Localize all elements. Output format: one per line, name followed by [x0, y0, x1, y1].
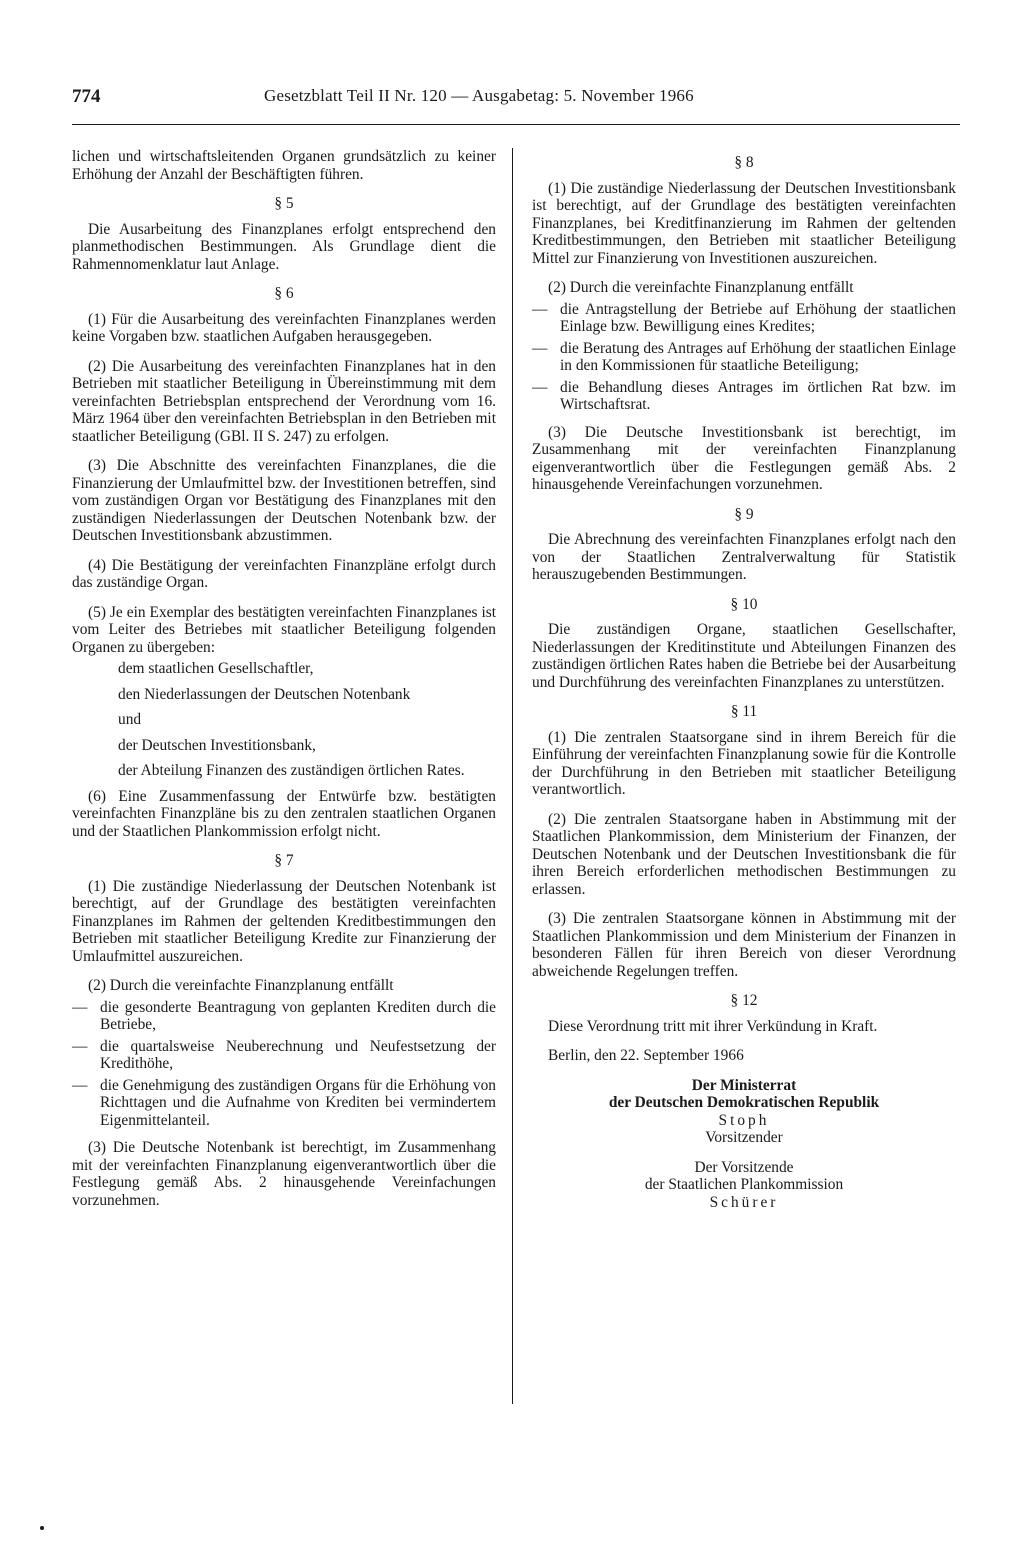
- dash-mark: —: [532, 339, 548, 357]
- place-date: Berlin, den 22. September 1966: [548, 1047, 744, 1064]
- recipient-item: und: [118, 711, 142, 728]
- section-6-para-1: (1) Für die Ausarbeitung des vereinfachten Finanzplanes werden keine Vorgaben bzw. staatlichen Aufgaben herausgegeben.: [72, 310, 496, 345]
- section-8-dash-list: [532, 301, 956, 414]
- signatory-name: Stoph: [718, 1111, 770, 1129]
- signatory-name: Schürer: [709, 1193, 779, 1211]
- section-7-para-3: (3) Die Deutsche Notenbank ist berechtigt, im Zusammenhang mit der vereinfachten Finanzplanung eigenverantwortlich über die Festlegung gemäß Abs. 2 hinausgehende Vereinfachungen vorzunehmen.: [72, 1139, 496, 1209]
- section-6-para-5: (5) Je ein Exemplar des bestätigten vereinfachten Finanzplanes ist vom Leiter des Betriebes mit staatlicher Beteiligung folgenden Organen zu übergeben:: [72, 603, 496, 656]
- signatory-title-line-2: der Staatlichen Plankommission: [644, 1176, 844, 1193]
- section-8-heading: § 8: [734, 154, 754, 171]
- section-6-heading: § 6: [274, 285, 294, 302]
- signatory-organ: Der Ministerrat: [691, 1076, 797, 1094]
- section-11-para-1: (1) Die zentralen Staatsorgane sind in ihrem Bereich für die Einführung der vereinfachten Finanzplanung sowie für die Kontrolle der Durchführung in den Betrieben mit staatlicher Beteiligung verantwortlich.: [532, 728, 956, 798]
- list-item: — die Genehmigung des zuständigen Organs für die Erhöhung von Richttagen und die Aufnahme von Krediten bei vermindertem Eigenmittelanteil.: [72, 1076, 496, 1129]
- section-7-para-2: (2) Durch die vereinfachte Finanzplanung entfällt: [88, 977, 394, 994]
- section-10-text: Die zuständigen Organe, staatlichen Gesellschafter, Niederlassungen der Kreditinstitute und Abteilungen Finanzen des zuständigen örtlichen Rates haben die Betriebe bei der Ausarbeitung und Durchführung des vereinfachten Finanzplanes zu unterstützen.: [532, 621, 956, 691]
- section-6-para-3: (3) Die Abschnitte des vereinfachten Finanzplanes, die die Finanzierung der Umlaufmittel bzw. der Investitionen betreffen, sind vom zuständigen Organ vor Bestätigung des Finanzplanes mit den zuständigen Niederlassungen der Deutschen Notenbank bzw. der Deutschen Investitionsbank abzustimmen.: [72, 457, 496, 544]
- list-item: — die Beratung des Antrages auf Erhöhung der staatlichen Einlage in den Kommissionen für staatliche Beteiligung;: [532, 339, 956, 374]
- signatory-title: Vorsitzender: [705, 1129, 783, 1146]
- dash-mark: —: [532, 300, 548, 318]
- section-7-dash-list: [72, 999, 496, 1130]
- section-10-heading: § 10: [730, 595, 758, 613]
- section-9-heading: § 9: [734, 505, 754, 523]
- dash-mark: —: [72, 1076, 88, 1094]
- dash-mark: —: [72, 1037, 88, 1055]
- left-column: [72, 148, 496, 1221]
- section-11-para-2: (2) Die zentralen Staatsorgane haben in Abstimmung mit der Staatlichen Plankommission, dem Ministerium der Finanzen, der Deutschen Notenbank und der Deutschen Investitionsbank die für ihren Bereich erforderlichen methodischen Bestimmungen zu erlassen.: [532, 810, 956, 898]
- section-6-para-6: (6) Eine Zusammenfassung der Entwürfe bzw. bestätigten vereinfachten Finanzpläne bis zu den zentralen staatlichen Organen und der Staatlichen Plankommission erfolgt nicht.: [72, 787, 496, 840]
- signature-block: [532, 1077, 956, 1212]
- intro-paragraph: lichen und wirtschaftsleitenden Organen grundsätzlich zu keiner Erhöhung der Anzahl der Beschäftigten führen.: [72, 148, 496, 183]
- running-head: Gesetzblatt Teil II Nr. 120 — Ausgabetag: 5. November 1966: [264, 86, 694, 105]
- list-item: — die Behandlung dieses Antrages im örtlichen Rat bzw. im Wirtschaftsrat.: [532, 378, 956, 413]
- dash-mark: —: [532, 378, 548, 396]
- right-column: [532, 148, 956, 1211]
- signatory-organ-line-2: der Deutschen Demokratischen Republik: [608, 1094, 880, 1111]
- signatory-title: Der Vorsitzende: [694, 1158, 794, 1176]
- dash-mark: —: [72, 998, 88, 1016]
- page-number: 774: [72, 86, 101, 107]
- recipient-item: den Niederlassungen der Deutschen Notenbank: [118, 685, 411, 703]
- list-item: — die Antragstellung der Betriebe auf Erhöhung der staatlichen Einlage bzw. Bewilligung eines Kredites;: [532, 300, 956, 335]
- section-8-para-3: (3) Die Deutsche Investitionsbank ist berechtigt, im Zusammenhang mit der vereinfachten Finanzplanung eigenverantwortlich über die Festlegungen gemäß Abs. 2 hinausgehende Vereinfachungen vorzunehmen.: [532, 423, 956, 493]
- section-11-heading: § 11: [730, 703, 758, 720]
- list-item: — die quartalsweise Neuberechnung und Neufestsetzung der Kredithöhe,: [72, 1037, 496, 1072]
- section-9-text: Die Abrechnung des vereinfachten Finanzplanes erfolgt nach den von der Staatlichen Zentralverwaltung für Statistik herauszugebenden Bestimmungen.: [532, 531, 956, 583]
- section-12-text: Diese Verordnung tritt mit ihrer Verkündung in Kraft.: [548, 1017, 878, 1035]
- print-speck: [40, 1526, 44, 1530]
- section-5-text: Die Ausarbeitung des Finanzplanes erfolgt entsprechend den planmethodischen Bestimmungen. Als Grundlage dient die Rahmennomenklatur laut Anlage.: [72, 220, 496, 273]
- section-11-para-3: (3) Die zentralen Staatsorgane können in Abstimmung mit der Staatlichen Plankommission und dem Ministerium der Finanzen in besonderen Fällen für ihren Bereich von dieser Verordnung abweichende Regelungen treffen.: [532, 910, 956, 980]
- section-8-para-1: (1) Die zuständige Niederlassung der Deutschen Investitionsbank ist berechtigt, auf der Grundlage des bestätigten vereinfachten Finanzplanes, bei Kreditfinanzierung im Rahmen der geltenden Kreditbestimmungen, den Betrieben mit staatlicher Beteiligung Mittel zur Finanzierung von Investitionen auszureichen.: [532, 179, 956, 267]
- section-6-para-2: (2) Die Ausarbeitung des vereinfachten Finanzplanes hat in den Betrieben mit staatlicher Beteiligung in Übereinstimmung mit dem vereinfachten Betriebsplan entsprechend der Verordnung vom 16. März 1964 über den vereinfachten Betriebsplan in den Betrieben mit staatlicher Beteiligung (GBl. II S. 247) zu erfolgen.: [72, 357, 496, 445]
- recipient-list: [72, 660, 496, 780]
- recipient-item: der Deutschen Investitionsbank,: [118, 736, 316, 754]
- recipient-item: der Abteilung Finanzen des zuständigen örtlichen Rates.: [118, 762, 465, 779]
- section-6-para-4: (4) Die Bestätigung der vereinfachten Finanzpläne erfolgt durch das zuständige Organ.: [72, 556, 496, 591]
- list-item: — die gesonderte Beantragung von geplanten Krediten durch die Betriebe,: [72, 998, 496, 1033]
- recipient-item: dem staatlichen Gesellschaftler,: [118, 660, 314, 677]
- section-7-para-1: (1) Die zuständige Niederlassung der Deutschen Notenbank ist berechtigt, auf der Grundlage des bestätigten vereinfachten Finanzplanes im Rahmen der geltenden Kreditbestimmungen den Betrieben mit staatlicher Beteiligung Kredite zur Finanzierung der Umlaufmittel auszureichen.: [72, 877, 496, 965]
- section-7-heading: § 7: [274, 852, 294, 869]
- column-divider: [512, 148, 513, 1404]
- section-5-heading: § 5: [274, 195, 294, 212]
- section-8-para-2: (2) Durch die vereinfachte Finanzplanung entfällt: [548, 279, 854, 296]
- page-header: [72, 84, 960, 125]
- section-12-heading: § 12: [730, 992, 758, 1009]
